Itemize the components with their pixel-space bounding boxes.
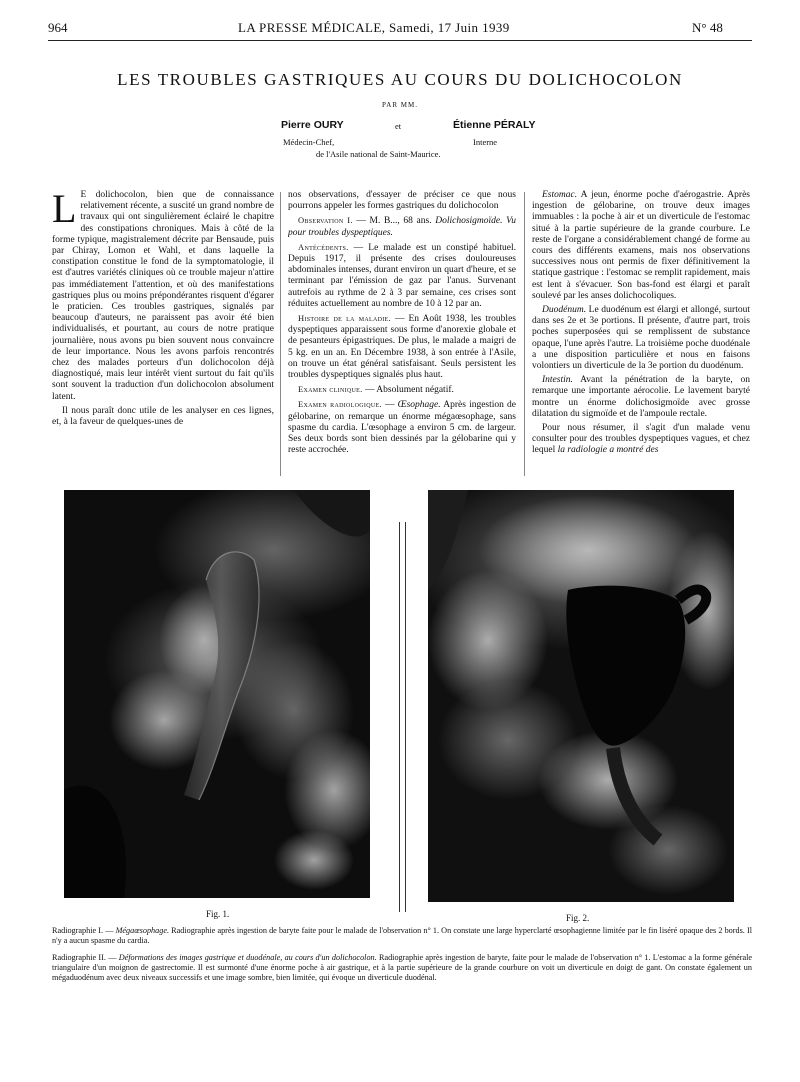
clinical-exam-paragraph bbox=[288, 384, 516, 396]
intro-text: E dolichocolon, bien que de connaissance relativement récente, a suscité un grand nombre de travaux qui ont singulièrement éclairé le chapitre des constipations chroniques. Mais à côté de la forme typique, magistralement décrite par Bensaude, puis par Chiray, Lomon et Wahl, et dans laquelle la constipation constitue le fond de la symptomatologie, il est d'autres variétés cliniques où ce trouble majeur n'attire pas immédiatement l'attention, et où des manifestations gastriques plus ou moins prépondérantes risquent d'égarer le praticien. Ces troubles gastriques, signalés par beaucoup d'auteurs, ne paraissent pas avoir été bien individualisés, et pourtant, au cours de notre pratique journalière, nous avons pu bien souvent nous convaincre de leur importance. Nous les avons parfois rencontrés chez des malades porteurs d'un dolichocolon déjà diagnostiqué, mais leur intérêt vient surtout du fait qu'ils sont souvent la traduction d'un dolichocolon absolument latent. bbox=[52, 190, 274, 402]
authors-prefix: PAR MM. bbox=[382, 101, 418, 109]
author-2-role: Interne bbox=[473, 137, 498, 147]
observation-label: Observation I. bbox=[298, 215, 353, 226]
caption-2-title: Déformations des images gastrique et duodénale, au cours d'un dolichocolon. bbox=[118, 953, 377, 962]
caption-1 bbox=[52, 926, 752, 946]
article-title: LES TROUBLES GASTRIQUES AU COURS DU DOLICHOCOLON bbox=[117, 70, 683, 89]
drop-cap: L bbox=[52, 190, 77, 231]
radiograph-1 bbox=[64, 490, 370, 898]
gutter-rule-2 bbox=[405, 522, 406, 912]
intro-paragraph bbox=[52, 190, 274, 403]
caption-1-title: Mégaœsophage. bbox=[115, 926, 170, 935]
radiology-paragraph bbox=[288, 399, 516, 456]
intestine-paragraph bbox=[532, 375, 750, 420]
affiliation: de l'Asile national de Saint-Maurice. bbox=[316, 149, 441, 159]
summary-paragraph bbox=[532, 423, 750, 457]
gutter-rule-1 bbox=[399, 522, 400, 912]
radiograph-1-image bbox=[64, 490, 370, 898]
column-2 bbox=[288, 190, 516, 480]
author-1-name: Pierre OURY bbox=[281, 119, 344, 131]
author-conjunction: et bbox=[395, 121, 402, 131]
history-text: — En Août 1938, les troubles dyspeptiques apparaissent sous forme d'anorexie globale et de pesanteurs épigastriques. De plus, le malade a maigri de 5 kg. en un an. En Décembre 1938, à son entrée à l'Asile, on trouve un état général satisfaisant. Seuls persistent les troubles dyspeptiques signalés plus haut. bbox=[288, 314, 516, 381]
history-label: Histoire de la maladie. bbox=[298, 313, 391, 324]
clinical-exam-label: Examen clinique. bbox=[298, 384, 363, 395]
antecedents-text: — Le malade est un constipé habituel. Depuis 1917, il présente des crises douloureuses abdominales intenses, durant environ un quart d'heure, et se terminant par l'émission de gaz par l'anus. Survenant autrefois au rythme de 2 à 3 par semaine, ces crises sont réduites actuellement au nombre de 10 à 12 par an. bbox=[288, 242, 516, 309]
antecedents-paragraph bbox=[288, 242, 516, 310]
radiology-label: Examen radiologique. bbox=[298, 399, 382, 410]
summary-text: Pour nous résumer, il s'agit d'un malade venu consulter pour des troubles dyspeptiques vagues, et chez lequel bbox=[532, 423, 750, 456]
caption-2-head: Radiographie II. — bbox=[52, 953, 119, 962]
intestine-text: Avant la pénétration de la baryte, on remarque une importante aérocolie. Le lavement baryté montre un énorme dolichosigmoïde avec grosse dilatation du sigmoïde et de l'ampoule rectale. bbox=[532, 375, 750, 419]
radiograph-2 bbox=[428, 490, 734, 902]
antecedents-label: Antécédents. bbox=[298, 241, 349, 252]
figure-2-label: Fig. 2. bbox=[566, 913, 590, 923]
history-paragraph bbox=[288, 313, 516, 381]
radiology-dash: — bbox=[381, 400, 398, 411]
radiograph-2-image bbox=[428, 490, 734, 902]
caption-1-text: Radiographie après ingestion de baryte faite pour le malade de l'observation n° 1. On constate une large hyperclarté œsophagienne limitée par le fin liséré opaque des 2 bords. Il n'y a aucun spasme du cardia. bbox=[52, 926, 752, 945]
clinical-exam-text: — Absolument négatif. bbox=[362, 385, 454, 396]
issue-date: Samedi, 17 Juin 1939 bbox=[389, 20, 510, 35]
header-rule bbox=[48, 40, 752, 41]
paragraph-2: Il nous paraît donc utile de les analyser en ces lignes, et, à la faveur de quelques-unes de bbox=[52, 405, 274, 428]
duodenum-paragraph bbox=[532, 305, 750, 372]
observation-diagnosis: Dolichosigmoïde. Vu pour troubles dyspeptiques. bbox=[288, 216, 516, 238]
author-2-name: Étienne PÉRALY bbox=[453, 119, 536, 131]
page-number: 964 bbox=[48, 20, 68, 35]
intestine-label: Intestin. bbox=[542, 375, 573, 386]
stomach-label: Estomac. bbox=[542, 190, 578, 200]
caption-2 bbox=[52, 953, 752, 983]
observation-heading bbox=[288, 215, 516, 238]
journal-name: LA PRESSE MÉDICALE, bbox=[238, 20, 386, 35]
figure-1-label: Fig. 1. bbox=[206, 909, 230, 919]
radiology-organ: Œsophage. bbox=[397, 400, 441, 411]
summary-italic: la radiologie a montré des bbox=[557, 445, 659, 456]
col2-paragraph-1: nos observations, d'essayer de préciser ce que nous pourrons appeler les formes gastriques du dolichocolon bbox=[288, 190, 516, 212]
issue-number: N° 48 bbox=[692, 20, 723, 35]
column-1 bbox=[52, 190, 274, 480]
radiology-text: Après ingestion de gélobarine, on remarque un énorme mégaœsophage, sans spasme du cardia. L'œsophage a environ 5 cm. de largeur. Ses deux bords sont bien dessinés par la gélobarine qui y reste accrochée. bbox=[288, 400, 516, 456]
stomach-text: A jeun, énorme poche d'aérogastrie. Après ingestion de gélobarine, on trouve deux images immuables : la poche à air et un diverticule de l'estomac situé à la partie supérieure de la grande courbure. Le reste de l'organe a considérablement changé de forme au cours des différents examens, mais nos observations successives nous ont permis de fixer définitivement la statique gastrique : l'estomac se remplit rapidement, mais est lent à s'évacuer. Son bas-fond est élargi et paraît soulevé par les anses dolichocoliques. bbox=[532, 190, 750, 301]
duodenum-text: Le duodénum est élargi et allongé, surtout dans ses 2e et 3e portions. Il présente, d'autre part, trois poches superposées qui se remplissent de substance opaque, l'une après l'autre. La troisième poche duodénale a une disposition particulière et nous en faisons volontiers un diverticule de la 3e portion du duodénum. bbox=[532, 305, 750, 372]
column-rule-1 bbox=[280, 192, 281, 476]
author-1-role: Médecin-Chef, bbox=[283, 137, 335, 147]
caption-2-text: Radiographie après ingestion de baryte, faite pour le malade de l'observation n° 1. L'estomac a la forme générale triangulaire d'un moignon de gastrectomie. Il est surmonté d'une énorme poche à air gastrique, et à la partie supérieure de la grande courbure on voit un diverticule en doigt de gant. On constate également un mégaduodénum avec deux niveaux successifs et une image sombre, bien limitée, qui évoque un diverticule duodénal. bbox=[52, 953, 753, 982]
duodenum-label: Duodénum. bbox=[542, 305, 587, 316]
observation-text: — M. B..., 68 ans. bbox=[352, 216, 436, 227]
stomach-paragraph bbox=[532, 190, 750, 302]
caption-1-head: Radiographie I. — bbox=[52, 926, 116, 935]
running-head bbox=[238, 20, 510, 36]
column-rule-2 bbox=[524, 192, 525, 476]
column-3 bbox=[532, 190, 750, 480]
